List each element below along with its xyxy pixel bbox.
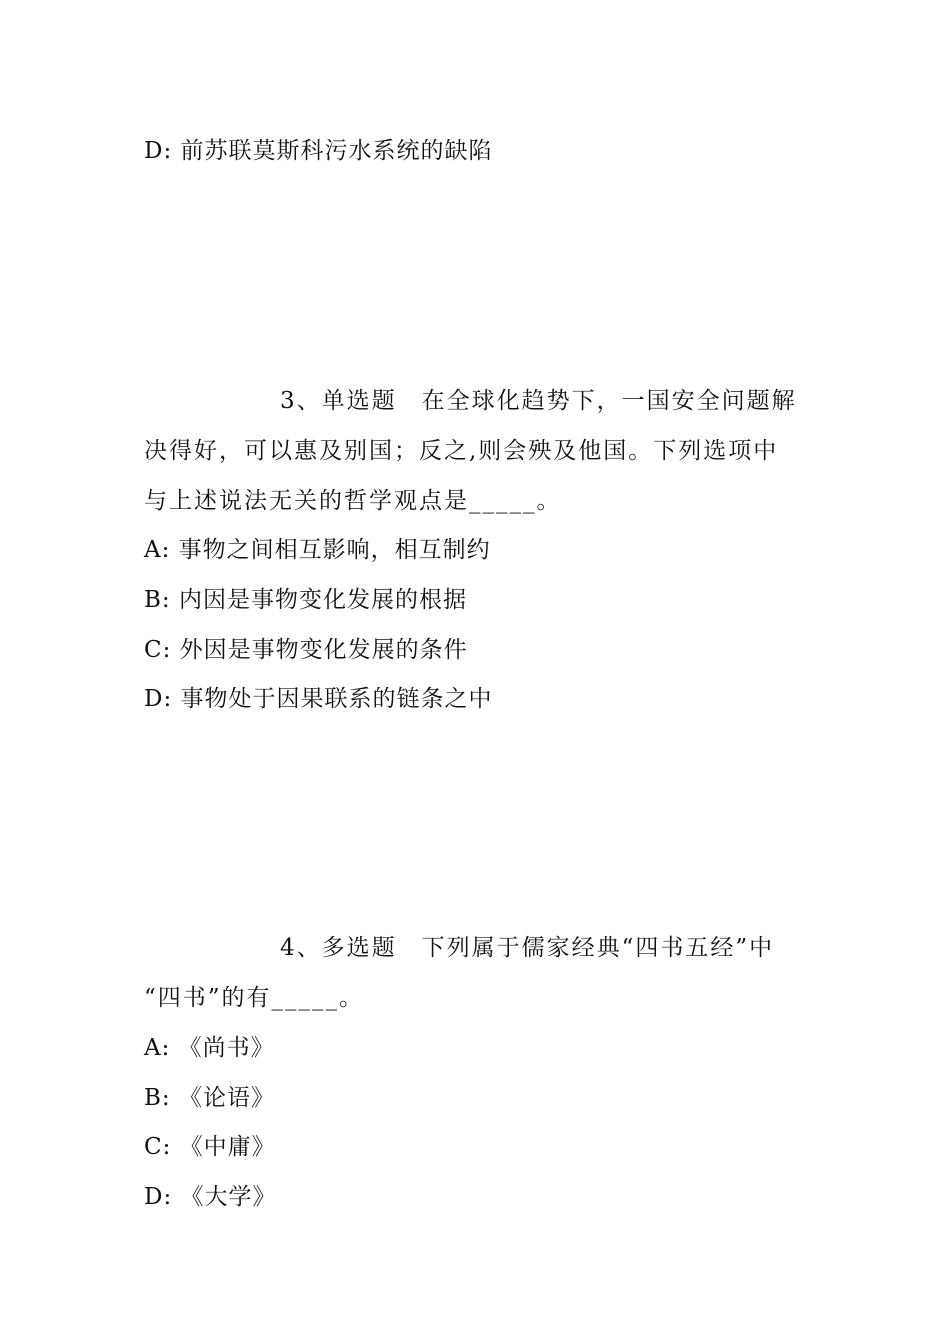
option-d-previous: D: 前苏联莫斯科污水系统的缺陷 — [144, 138, 493, 164]
question-4-option-d: D: 《大学》 — [144, 1184, 277, 1210]
question-3-option-a: A: 事物之间相互影响，相互制约 — [144, 537, 491, 563]
question-3-option-b: B: 内因是事物变化发展的根据 — [144, 587, 467, 613]
question-4-stem-line-1: 4、多选题 下列属于儒家经典“四书五经”中 — [280, 935, 775, 961]
question-3-option-d: D: 事物处于因果联系的链条之中 — [144, 686, 493, 712]
question-4-stem-line-2: “四书”的有_____。 — [144, 985, 365, 1011]
question-3-stem-line-3: 与上述说法无关的哲学观点是_____。 — [144, 488, 562, 514]
question-4-option-a: A: 《尚书》 — [144, 1035, 275, 1061]
question-4-option-c: C: 《中庸》 — [144, 1134, 276, 1160]
question-3-stem-line-1: 3、单选题 在全球化趋势下，一国安全问题解 — [280, 388, 797, 414]
question-3-option-c: C: 外因是事物变化发展的条件 — [144, 637, 468, 663]
question-3-stem-line-2: 决得好，可以惠及别国；反之,则会殃及他国。下列选项中 — [144, 438, 779, 464]
question-4-option-b: B: 《论语》 — [144, 1085, 275, 1111]
